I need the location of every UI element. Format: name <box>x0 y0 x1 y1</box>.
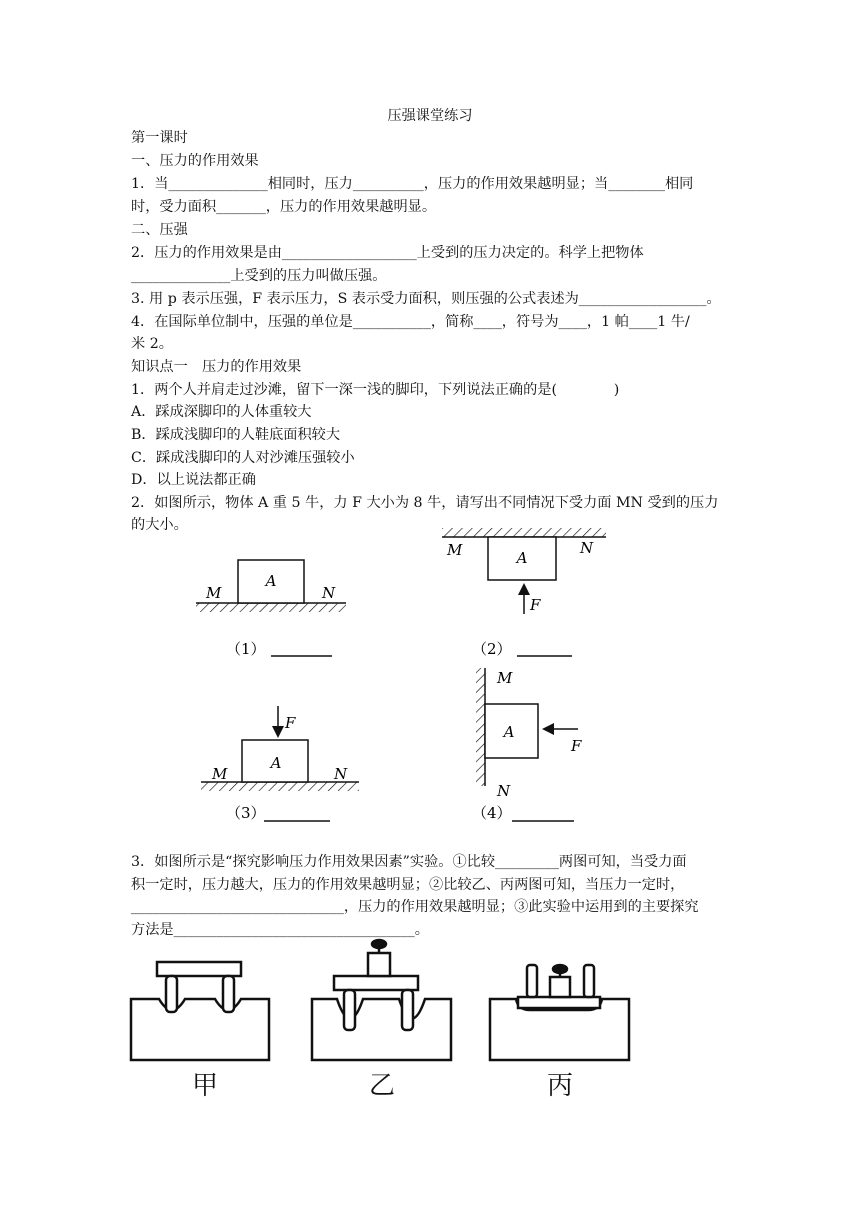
label-m: M <box>206 584 222 602</box>
label-m: M <box>447 541 463 559</box>
question-3: 3. 用 p 表示压强，F 表示压力，S 表示受力面积，则压强的公式表述为__________________。 <box>131 291 721 307</box>
caption-2: （2） <box>472 640 512 658</box>
exercise-1-option-c: C．踩成浅脚印的人对沙滩压强较小 <box>131 450 355 466</box>
force-label: F <box>530 596 541 614</box>
caption-1: （1） <box>226 640 266 658</box>
diagram-2 <box>442 528 606 658</box>
stool-leg <box>402 990 413 1030</box>
exercise-3-line-1: 3．如图所示是“探究影响压力作用效果因素”实验。①比较_________两图可知，当受力面 <box>131 854 687 870</box>
weight-knob <box>372 940 386 948</box>
question-2-line-1: 2．压力的作用效果是由___________________上受到的压力决定的。科学上把物体 <box>131 245 644 261</box>
exercise-1-option-d: D．以上说法都正确 <box>131 472 256 488</box>
caption-bing: 丙 <box>546 1071 574 1101</box>
exercise-3-line-4: 方法是__________________________________。 <box>131 922 429 938</box>
setup-bing <box>490 965 629 1060</box>
label-n: N <box>580 539 594 557</box>
ground-hatch <box>201 782 359 791</box>
ceiling-hatch <box>442 528 606 537</box>
label-n: N <box>334 765 348 783</box>
caption-3: （3） <box>226 804 266 822</box>
label-m: M <box>212 765 228 783</box>
exercise-2-line-1: 2．如图所示，物体 A 重 5 牛，力 F 大小为 8 牛，请写出不同情况下受力面 MN 受到的压力 <box>131 495 719 511</box>
block-label: A <box>270 754 282 772</box>
lesson-label: 第一课时 <box>131 130 188 146</box>
section-heading-1: 一、压力的作用效果 <box>131 153 259 169</box>
wall-hatch <box>476 668 485 786</box>
exercise-1-option-b: B．踩成浅脚印的人鞋底面积较大 <box>131 427 341 443</box>
question-1-line-2: 时，受力面积_______，压力的作用效果越明显。 <box>131 199 437 215</box>
diagram-3 <box>201 706 359 822</box>
question-2-line-2: ______________上受到的压力叫做压强。 <box>131 268 387 284</box>
exercise-1-option-a: A．踩成深脚印的人体重较大 <box>131 404 312 420</box>
diagram-1 <box>196 560 346 658</box>
caption-yi: 乙 <box>368 1071 396 1101</box>
sponge <box>312 999 451 1060</box>
force-label: F <box>571 737 582 755</box>
setup-jia <box>131 962 269 1060</box>
knowledge-point-heading: 知识点一 压力的作用效果 <box>131 359 302 375</box>
label-n: N <box>497 782 511 800</box>
weight-block <box>550 977 570 997</box>
exercise-3-line-3: ______________________________，压力的作用效果越明显；③此实验中运用到的主要探究 <box>131 899 699 915</box>
force-label: F <box>285 714 296 732</box>
label-m: M <box>497 669 513 687</box>
stool-top <box>157 962 241 976</box>
label-n: N <box>322 584 336 602</box>
weight-block <box>368 953 390 976</box>
stool-leg <box>166 976 177 1012</box>
stool-top <box>518 997 600 1008</box>
section-heading-2: 二、压强 <box>131 222 188 238</box>
setup-yi <box>312 940 451 1060</box>
caption-4: （4） <box>472 804 512 822</box>
question-1-line-1: 1．当______________相同时，压力__________，压力的作用效果越明显；当________相同 <box>131 176 694 192</box>
block-label: A <box>516 549 528 567</box>
question-4-line-1: 4．在国际单位制中，压强的单位是___________，简称____，符号为____，1 帕____1 牛/ <box>131 314 690 330</box>
exercise-2-line-2: 的大小。 <box>131 517 188 533</box>
stool-leg <box>223 976 234 1012</box>
block-label: A <box>503 723 515 741</box>
stool-top <box>334 976 418 990</box>
page-title: 压强课堂练习 <box>387 108 473 124</box>
ground-hatch <box>196 603 346 612</box>
stool-leg <box>344 990 355 1030</box>
exercise-1-stem: 1．两个人并肩走过沙滩，留下一深一浅的脚印，下列说法正确的是( ) <box>131 382 620 398</box>
block-label: A <box>265 572 277 590</box>
stool-leg <box>527 965 537 997</box>
exercise-3-line-2: 积一定时，压力越大，压力的作用效果越明显；②比较乙、丙两图可知，当压力一定时， <box>131 877 685 893</box>
sponge <box>131 999 269 1060</box>
stool-leg <box>584 965 594 997</box>
caption-jia: 甲 <box>191 1071 219 1101</box>
question-4-line-2: 米 2。 <box>131 336 173 352</box>
experiment-figure <box>131 940 629 1060</box>
diagram-4 <box>472 668 582 822</box>
weight-knob <box>553 965 567 973</box>
